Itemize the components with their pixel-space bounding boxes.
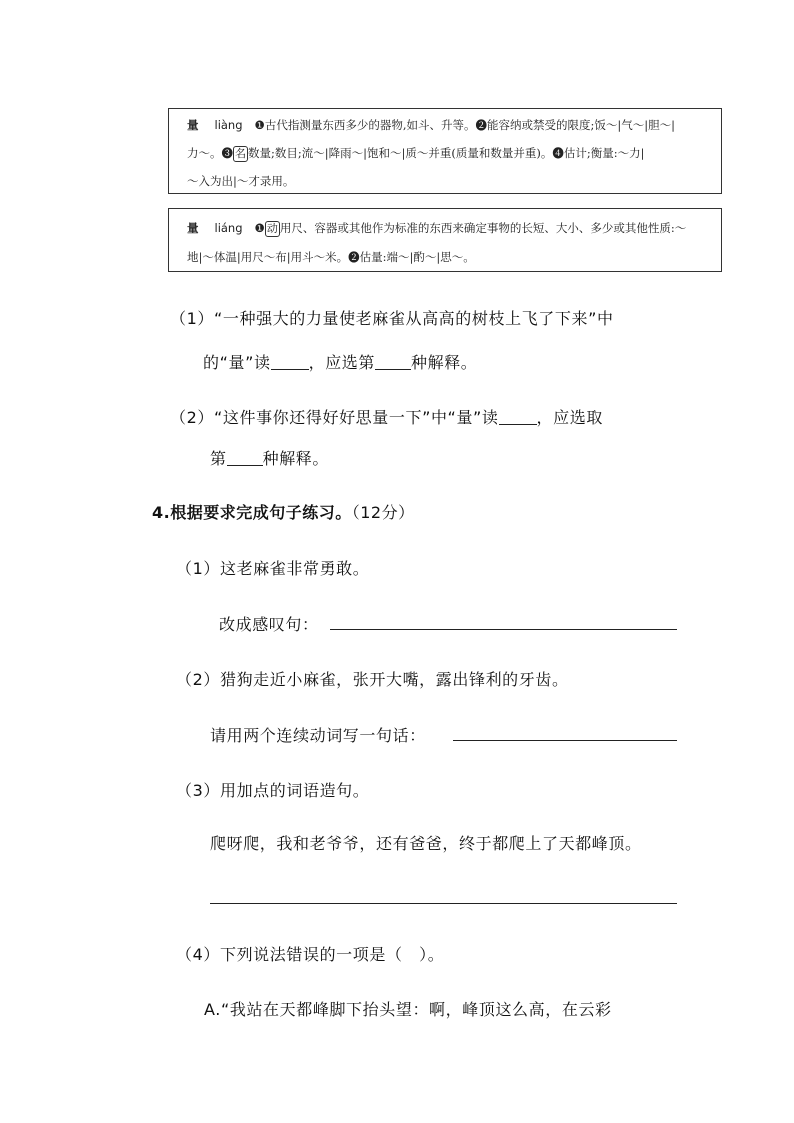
q4-item1-prompt: 改成感叹句： [219,615,319,634]
q4-item2-answer-line[interactable] [453,740,677,741]
q4-item2-sentence: （2）猎狗走近小麻雀，张开大嘴，露出锋利的牙齿。 [176,670,569,689]
dict-entry2-text1b: 用尺、容器或其他作为标准的东西来确定事物的长短、大小、多少或其他性质:～ [279,221,687,235]
dict-entry1-text2a: 力～。❸ [187,146,233,160]
q3-sub2-line1 [170,405,603,428]
q3-sub2-blank-reading[interactable] [499,408,537,425]
q4-item3-sentence: 爬呀爬，我和老爷爷，还有爸爸，终于都爬上了天都峰顶。 [210,834,642,853]
dict-entry2-pinyin: liáng [214,221,243,235]
q3-sub1-text-c: 种解释。 [411,353,478,372]
q3-sub1-line2 [203,350,477,373]
q3-sub1-blank-choice[interactable] [375,353,411,370]
q3-sub2-text-a: （2）“这件事你还得好好思量一下”中“量”读 [170,408,499,427]
q3-sub1-text-b: ，应选第 [308,353,375,372]
q4-item4-option-a[interactable]: A.“我站在天都峰脚下抬头望：啊，峰顶这么高，在云彩 [204,1000,612,1019]
q4-item1-answer-line[interactable] [330,629,677,630]
dict-entry1-headword: 量 [187,118,199,132]
q3-sub1-blank-reading[interactable] [271,353,309,370]
dict-entry1-pinyin: liàng [214,118,243,132]
dict-entry2-text1a: ❶ [254,221,265,235]
q3-sub2-blank-choice[interactable] [227,449,263,466]
q4-item1-sentence: （1）这老麻雀非常勇敢。 [176,559,370,578]
dict-entry2-line2: 地|～体温|用尺～布|用斗～米。❷估量:端～|酌～|思～。 [187,250,475,264]
dict-entry1-line2 [187,145,644,162]
q4-score: （12分） [351,503,415,522]
dict-entry2-headword: 量 [187,221,199,235]
q3-sub2-text-d: 种解释。 [262,449,330,468]
q3-sub1-line1: （1）“一种强大的力量使老麻雀从高高的树枝上飞了下来”中 [170,309,614,328]
dict-entry1-text1: ❶古代指测量东西多少的器物,如斗、升等。❷能容纳或禁受的限度;饭～|气～|胆～| [254,118,675,132]
q4-heading-text: 4.根据要求完成句子练习。 [152,503,352,522]
q4-heading [152,500,415,523]
dict-entry1-line1 [187,117,675,133]
dict-entry1-text2b: 数量;数目;流～|降雨～|饱和～|质～并重(质量和数量并重)。❹估计;衡量:～力| [248,146,645,160]
pos-verb-tag: 动 [266,222,278,235]
q4-item4-question: （4）下列说法错误的一项是（ ）。 [176,945,445,964]
dictionary-entry-liang2 [168,208,722,272]
pos-noun-tag: 名 [235,147,246,160]
dict-entry1-line3: ～入为出|～才录用。 [187,174,295,188]
q4-item3-instruction: （3）用加点的词语造句。 [176,781,370,800]
dict-entry2-line1 [187,220,686,237]
q4-item3-answer-line[interactable] [210,903,677,904]
dictionary-entry-liang4 [168,108,722,194]
q4-item2-prompt: 请用两个连续动词写一句话： [210,726,426,745]
q3-sub2-text-b: ，应选取 [536,408,603,427]
q3-sub2-line2 [210,446,329,469]
q3-sub2-text-c: 第 [210,449,227,468]
q3-sub1-text-a: 的“量”读 [203,353,271,372]
